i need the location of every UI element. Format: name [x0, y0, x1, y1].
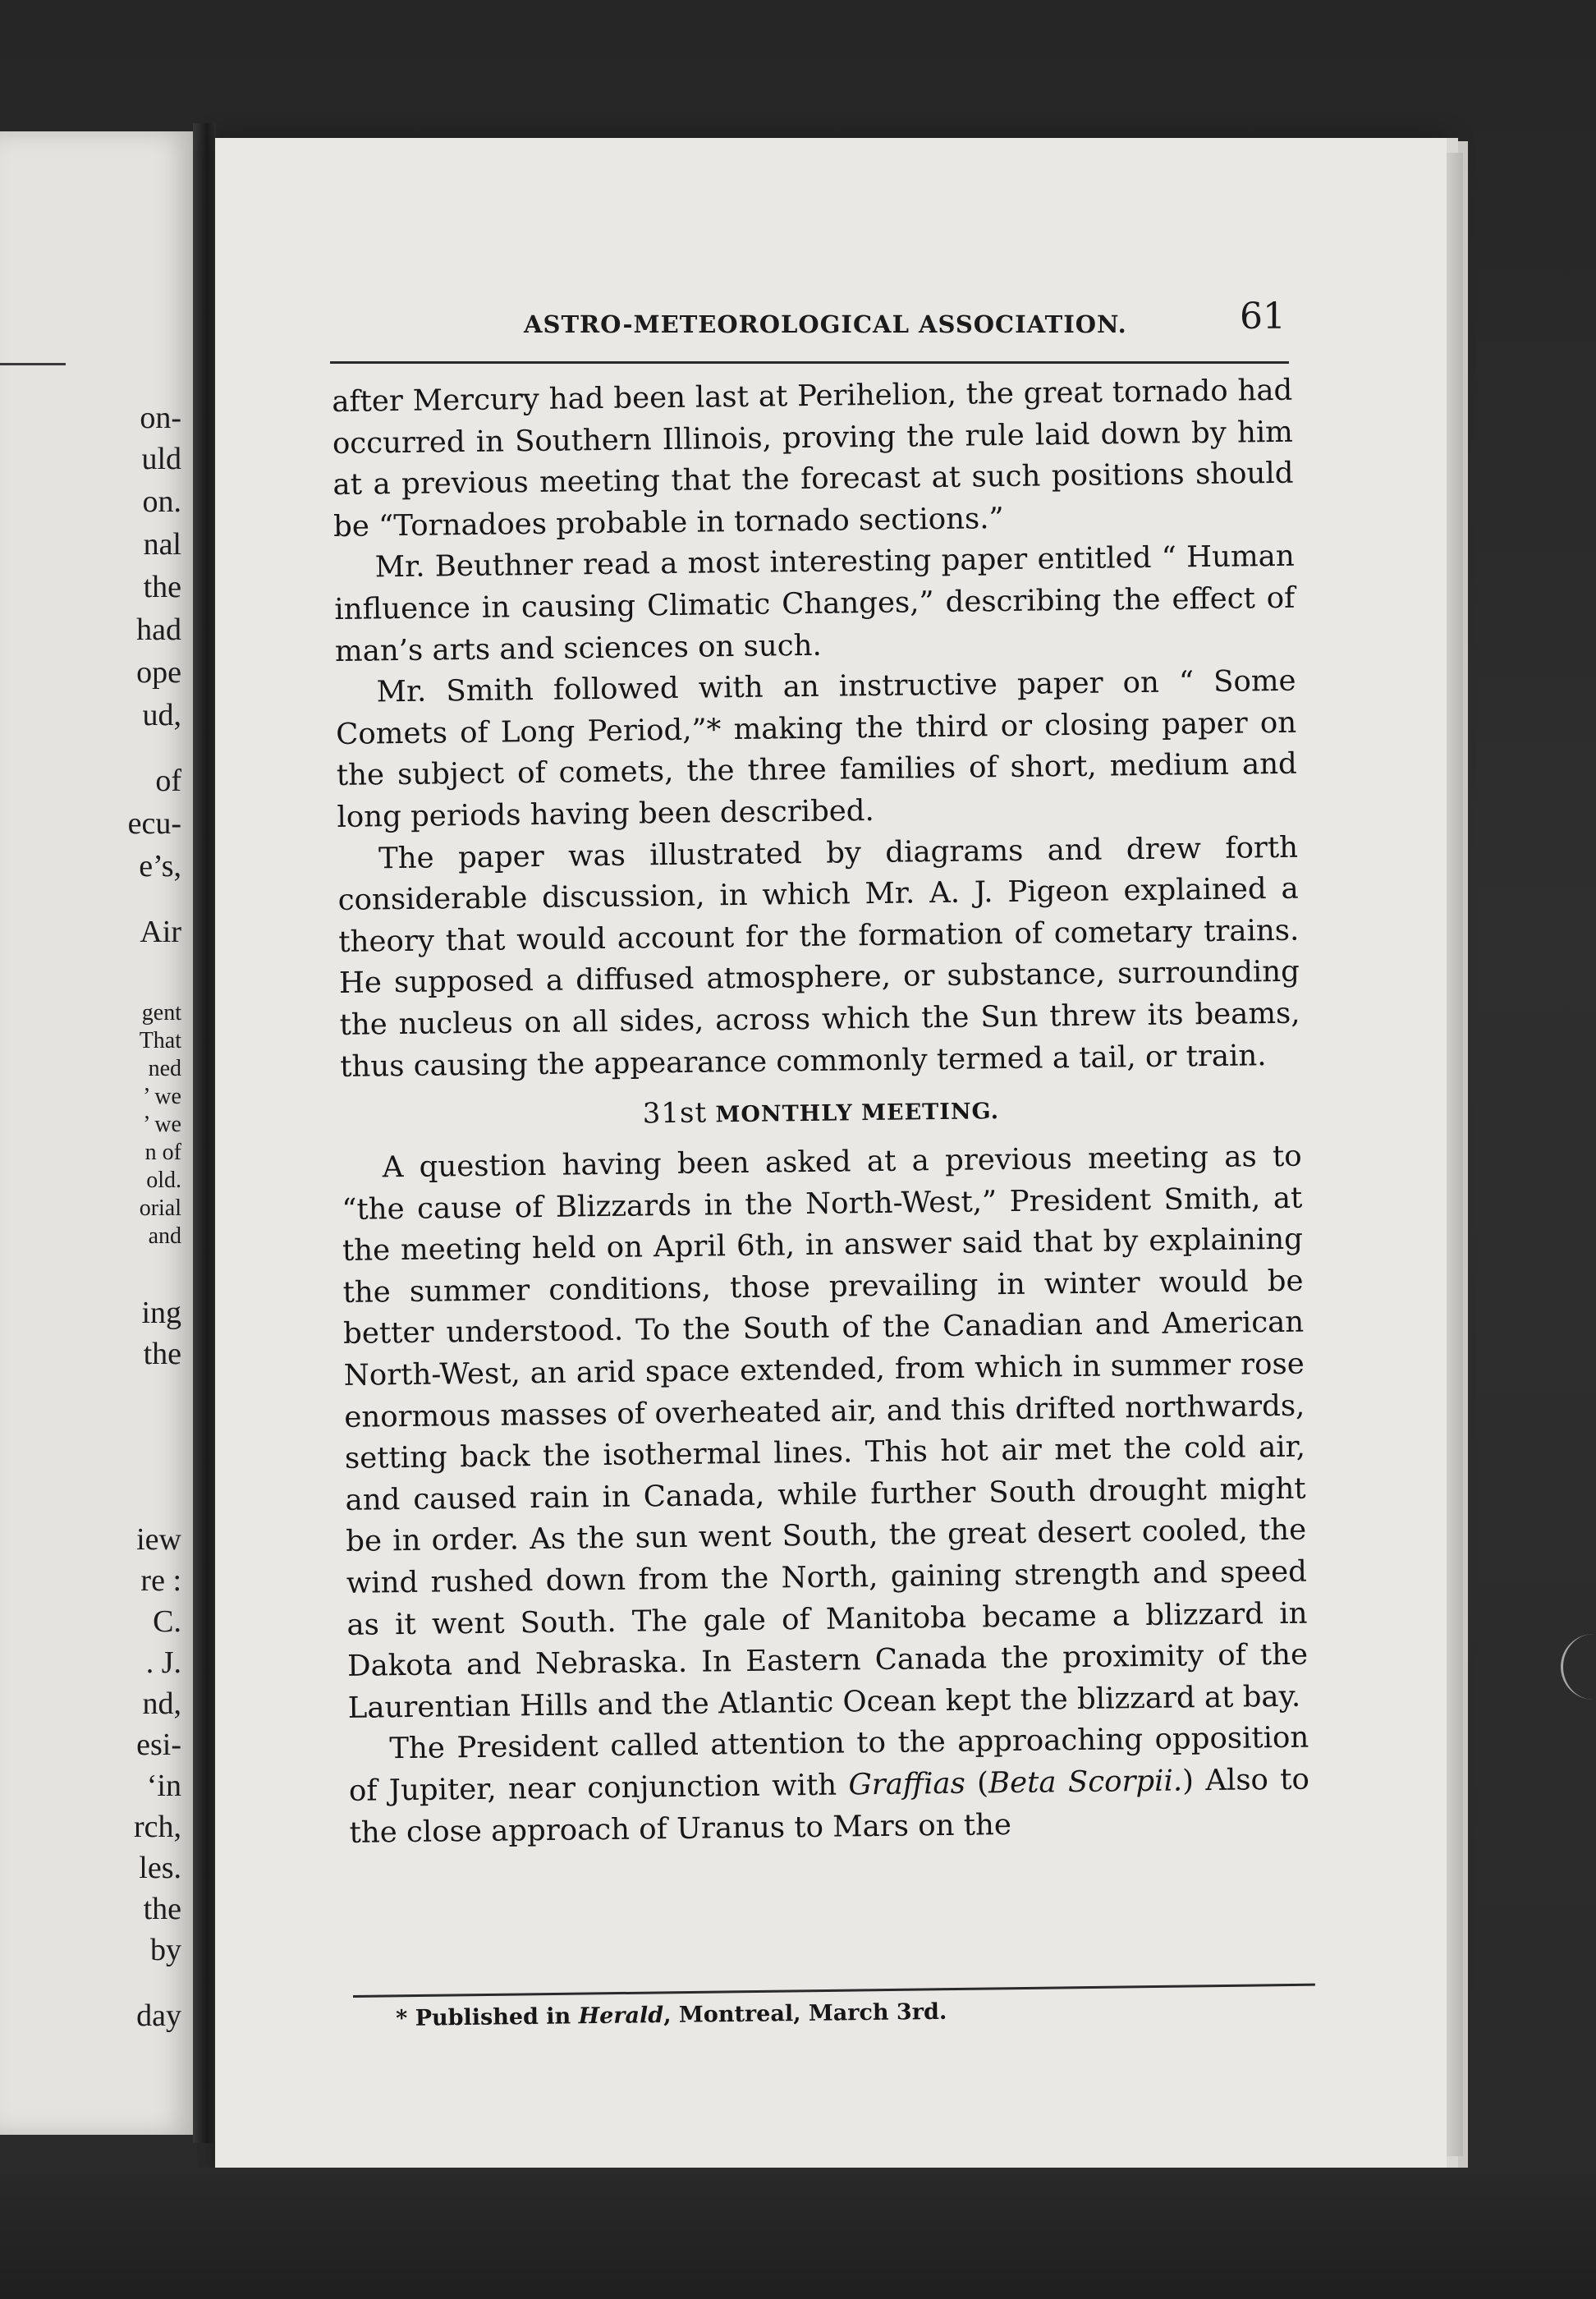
book-gutter	[193, 123, 216, 2143]
previous-page-fragment: n of	[144, 1140, 181, 1165]
previous-page-fragment: old.	[146, 1168, 181, 1193]
footnote-prefix: Published in	[415, 2003, 579, 2031]
previous-page-fragment: That	[139, 1028, 181, 1053]
footnote-publication: Herald	[578, 2003, 664, 2030]
previous-page-fragment: nd,	[142, 1686, 181, 1721]
paragraph: after Mercury had been last at Perihelion, the great tornado had occurred in Southern Illinois, proving the rule laid down by him at a previous meeting that the forecast at such positions should be “Tornadoes probable in tornado sections.”	[332, 373, 1294, 544]
paragraph: Mr. Smith followed with an instructive paper on “ Some Comets of Long Period,”* making the third or closing paper on the subject of comets, the three families of short, medium and long periods having been described.	[335, 663, 1298, 834]
scan-bottom-edge	[0, 2168, 1596, 2299]
text-run: The President called attention to the approaching opposition of Jupiter, near conjunction with	[348, 1720, 1309, 1808]
page-edge	[1447, 153, 1463, 2156]
previous-page-header-rule	[0, 363, 66, 365]
previous-page-fragment: ecu-	[127, 806, 181, 841]
previous-page-fragment: ud,	[142, 698, 181, 732]
previous-page-fragment: Air	[140, 915, 181, 949]
previous-page	[0, 131, 193, 2135]
previous-page-fragment: re :	[140, 1563, 181, 1598]
page-body	[332, 370, 1310, 1854]
previous-page-fragment: e’s,	[139, 849, 181, 883]
previous-page-fragment: ’ we	[143, 1112, 181, 1137]
paragraph: The paper was illustrated by diagrams and drew forth considerable discussion, in which Mr. A. J. Pigeon explained a theory that would account for the formation of cometary trains. He supposed a diffused atmosphere, or substance, surrounding the nucleus on all sides, across which the Sun threw its beams, thus causing the appearance commonly termed a tail, or train.	[337, 830, 1300, 1084]
footnote-suffix: , Montreal, March 3rd.	[663, 1998, 947, 2029]
previous-page-fragment: les.	[139, 1851, 181, 1885]
previous-page-fragment: esi-	[136, 1728, 181, 1762]
previous-page-fragment: ing	[141, 1296, 181, 1330]
star-name: Graffias	[848, 1766, 966, 1802]
previous-page-fragment: . J.	[145, 1645, 181, 1680]
previous-page-fragment: ned	[148, 1056, 181, 1081]
text-run: ) Also to the close approach of Uranus to Mars on the	[349, 1762, 1310, 1850]
paragraph-final	[348, 1718, 1310, 1854]
footnote-marker: *	[396, 2005, 408, 2031]
previous-page-fragment: the	[143, 1892, 181, 1926]
previous-page-fragment: on-	[140, 401, 181, 435]
paragraph: Mr. Beuthner read a most interesting paper entitled “ Human influence in causing Climatic Changes,” describing the effect of man’s arts and sciences on such.	[334, 539, 1296, 668]
section-heading	[341, 1083, 1302, 1143]
previous-page-fragment: the	[143, 570, 181, 604]
page-header	[310, 296, 1296, 353]
previous-page-fragment: orial	[139, 1195, 181, 1221]
previous-page-fragment: of	[155, 764, 181, 798]
previous-page-fragment: on.	[142, 484, 181, 519]
previous-page-fragment: uld	[141, 442, 181, 476]
previous-page-fragment: iew	[136, 1522, 181, 1557]
previous-page-fragment: ’ we	[143, 1084, 181, 1109]
previous-page-fragment: had	[136, 613, 181, 647]
previous-page-fragment: ope	[136, 655, 181, 690]
previous-page-fragment: gent	[141, 1000, 181, 1026]
previous-page-fragment: the	[143, 1337, 181, 1371]
text-run: (	[965, 1766, 989, 1801]
previous-page-fragment: day	[136, 1998, 181, 2033]
previous-page-fragment: and	[148, 1223, 181, 1249]
previous-page-fragment: ‘in	[146, 1769, 181, 1803]
previous-page-fragment: by	[150, 1933, 181, 1967]
running-head: ASTRO-METEOROLOGICAL ASSOCIATION.	[524, 310, 1127, 338]
previous-page-fragment: rch,	[133, 1810, 181, 1844]
page-number: 61	[1240, 296, 1286, 337]
paragraph: A question having been asked at a previous meeting as to “the cause of Blizzards in the North-West,” President Smith, at the meeting held on April 6th, in answer said that by explaining the summer conditions, those prevailing in winter would be better understood. To the South of the Canadian and American North-West, an arid space extended, from which in summer rose enormous masses of overheated air, and this drifted northwards, setting back the isothermal lines. This hot air met the cold air, and caused rain in Canada, while further South drought might be in order. As the sun went South, the great desert cooled, the wind rushed down from the North, gaining strength and speed as it went South. The gale of Manitoba became a blizzard in Dakota and Nebraska. In Eastern Canada the proximity of the Laurentian Hills and the Atlantic Ocean kept the blizzard at bay.	[342, 1139, 1309, 1725]
header-rule	[330, 361, 1289, 364]
section-heading-number: 31st	[642, 1096, 708, 1131]
previous-page-fragment: C.	[153, 1604, 181, 1639]
star-designation: Beta Scorpii.	[988, 1764, 1183, 1801]
previous-page-fragment: nal	[143, 527, 181, 562]
section-heading-title: MONTHLY MEETING.	[715, 1099, 1000, 1128]
